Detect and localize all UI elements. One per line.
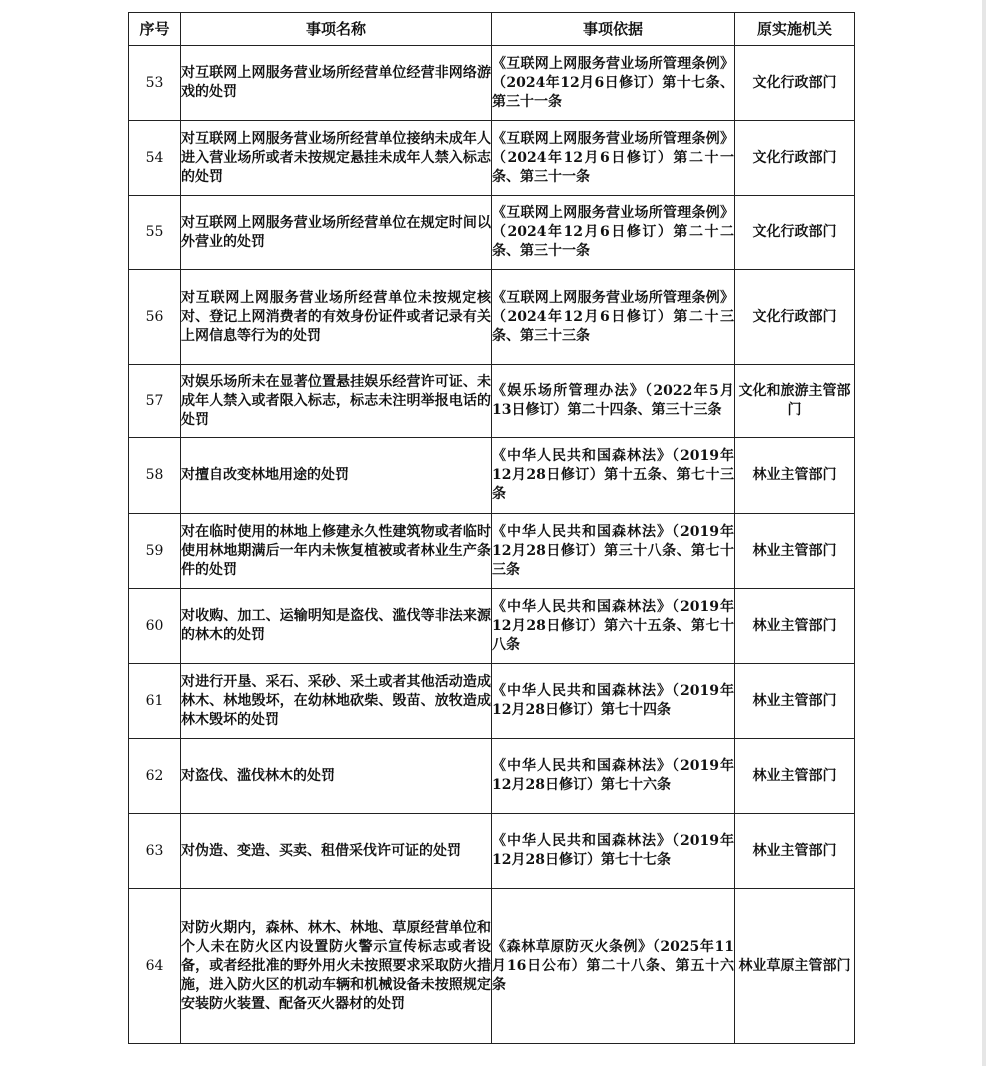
header-seq: 序号	[129, 13, 181, 46]
row-agency: 林业主管部门	[735, 739, 855, 814]
row-agency: 文化行政部门	[735, 270, 855, 365]
row-item-basis: 《中华人民共和国森林法》（2019年12月28日修订）第七十六条	[492, 739, 735, 814]
row-item-name: 对互联网上网服务营业场所经营单位未按规定核对、登记上网消费者的有效身份证件或者记录有关上网信息等行为的处罚	[181, 270, 492, 365]
table-row	[129, 438, 855, 514]
row-seq: 56	[129, 270, 181, 365]
row-seq: 53	[129, 46, 181, 121]
row-item-name: 对互联网上网服务营业场所经营单位接纳未成年人进入营业场所或者未按规定悬挂未成年人禁入标志的处罚	[181, 121, 492, 196]
table-row	[129, 121, 855, 196]
row-item-basis: 《互联网上网服务营业场所管理条例》（2024年12月6日修订）第二十二条、第三十一条	[492, 196, 735, 270]
row-seq: 58	[129, 438, 181, 514]
header-item-name: 事项名称	[181, 13, 492, 46]
row-agency: 林业主管部门	[735, 589, 855, 664]
row-item-basis: 《中华人民共和国森林法》（2019年12月28日修订）第十五条、第七十三条	[492, 438, 735, 514]
row-item-name: 对盗伐、滥伐林木的处罚	[181, 739, 492, 814]
row-item-name: 对娱乐场所未在显著位置悬挂娱乐经营许可证、未成年人禁入或者限入标志，标志未注明举报电话的处罚	[181, 365, 492, 438]
page-edge	[982, 0, 986, 1066]
row-agency: 文化行政部门	[735, 196, 855, 270]
row-seq: 60	[129, 589, 181, 664]
row-seq: 62	[129, 739, 181, 814]
row-item-name: 对擅自改变林地用途的处罚	[181, 438, 492, 514]
row-seq: 55	[129, 196, 181, 270]
row-item-basis: 《互联网上网服务营业场所管理条例》（2024年12月6日修订）第二十三条、第三十三条	[492, 270, 735, 365]
row-agency: 林业主管部门	[735, 814, 855, 889]
table-row	[129, 739, 855, 814]
row-item-basis: 《中华人民共和国森林法》（2019年12月28日修订）第七十七条	[492, 814, 735, 889]
table-row	[129, 589, 855, 664]
table-row	[129, 46, 855, 121]
row-item-basis: 《森林草原防灭火条例》（2025年11月16日公布）第二十八条、第五十六条	[492, 889, 735, 1044]
header-item-basis: 事项依据	[492, 13, 735, 46]
row-seq: 61	[129, 664, 181, 739]
row-item-name: 对伪造、变造、买卖、租借采伐许可证的处罚	[181, 814, 492, 889]
row-item-name: 对收购、加工、运输明知是盗伐、滥伐等非法来源的林木的处罚	[181, 589, 492, 664]
row-seq: 59	[129, 514, 181, 589]
table-header-row	[129, 13, 855, 46]
row-seq: 63	[129, 814, 181, 889]
table-row	[129, 664, 855, 739]
table-row	[129, 514, 855, 589]
table-row	[129, 196, 855, 270]
row-item-basis: 《娱乐场所管理办法》（2022年5月13日修订）第二十四条、第三十三条	[492, 365, 735, 438]
row-agency: 文化和旅游主管部门	[735, 365, 855, 438]
row-item-name: 对互联网上网服务营业场所经营单位在规定时间以外营业的处罚	[181, 196, 492, 270]
row-item-basis: 《互联网上网服务营业场所管理条例》（2024年12月6日修订）第十七条、第三十一条	[492, 46, 735, 121]
table-row	[129, 889, 855, 1044]
row-agency: 文化行政部门	[735, 121, 855, 196]
row-seq: 54	[129, 121, 181, 196]
header-original-agency: 原实施机关	[735, 13, 855, 46]
row-agency: 林业主管部门	[735, 514, 855, 589]
table-row	[129, 270, 855, 365]
penalty-items-table	[128, 12, 855, 1044]
row-agency: 文化行政部门	[735, 46, 855, 121]
row-item-basis: 《中华人民共和国森林法》（2019年12月28日修订）第六十五条、第七十八条	[492, 589, 735, 664]
row-agency: 林业主管部门	[735, 438, 855, 514]
row-item-basis: 《互联网上网服务营业场所管理条例》（2024年12月6日修订）第二十一条、第三十一条	[492, 121, 735, 196]
row-item-basis: 《中华人民共和国森林法》（2019年12月28日修订）第三十八条、第七十三条	[492, 514, 735, 589]
row-item-name: 对互联网上网服务营业场所经营单位经营非网络游戏的处罚	[181, 46, 492, 121]
row-seq: 64	[129, 889, 181, 1044]
row-agency: 林业草原主管部门	[735, 889, 855, 1044]
row-item-basis: 《中华人民共和国森林法》（2019年12月28日修订）第七十四条	[492, 664, 735, 739]
table-row	[129, 365, 855, 438]
table-row	[129, 814, 855, 889]
row-item-name: 对防火期内，森林、林木、林地、草原经营单位和个人未在防火区内设置防火警示宣传标志或者设备，或者经批准的野外用火未按照要求采取防火措施，进入防火区的机动车辆和机械设备未按照规定安装防火装置、配备灭火器材的处罚	[181, 889, 492, 1044]
row-item-name: 对进行开垦、采石、采砂、采土或者其他活动造成林木、林地毁坏，在幼林地砍柴、毁苗、放牧造成林木毁坏的处罚	[181, 664, 492, 739]
row-seq: 57	[129, 365, 181, 438]
row-agency: 林业主管部门	[735, 664, 855, 739]
row-item-name: 对在临时使用的林地上修建永久性建筑物或者临时使用林地期满后一年内未恢复植被或者林业生产条件的处罚	[181, 514, 492, 589]
